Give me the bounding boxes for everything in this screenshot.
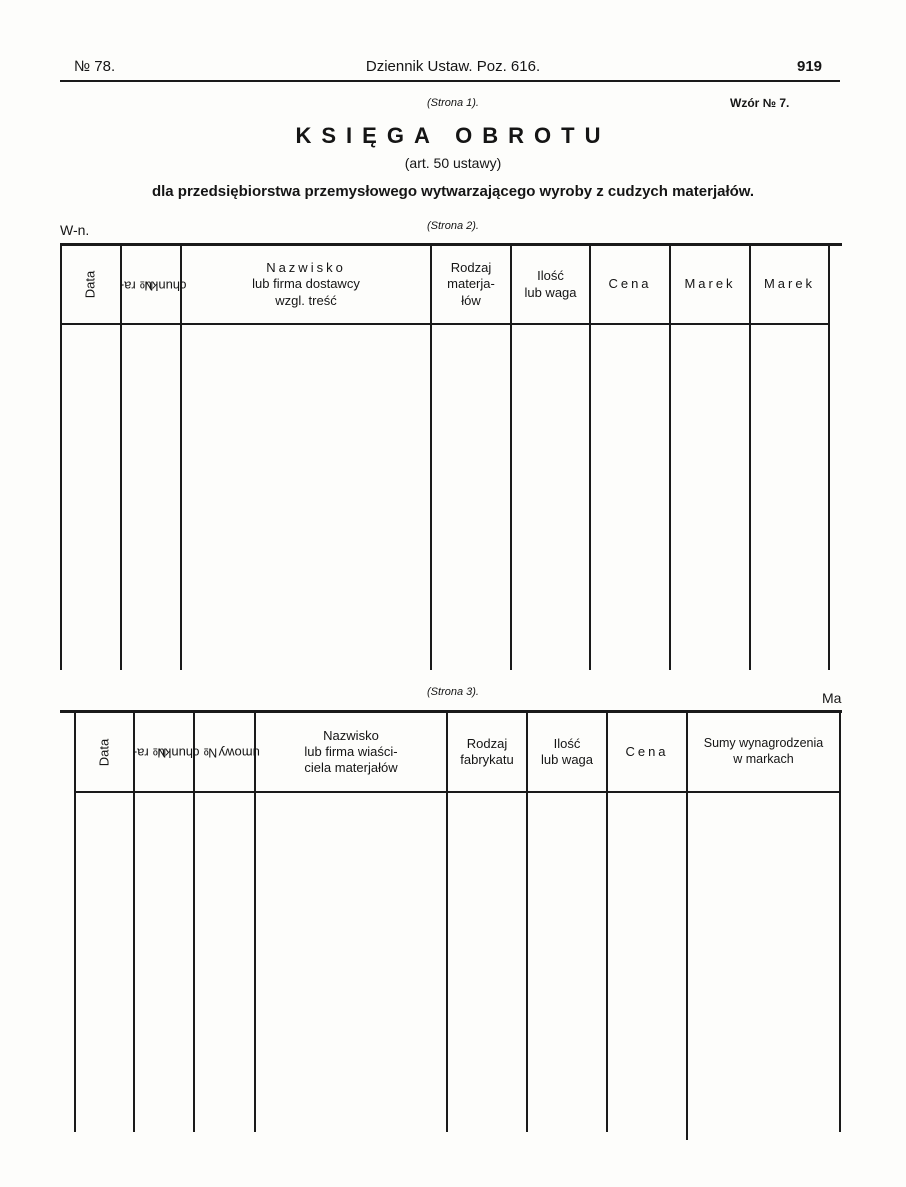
- page-label-strona-1: (Strona 1).: [427, 97, 479, 109]
- col-header-nr-rachunku: № ra- chunku: [119, 277, 187, 293]
- document-subtitle: (art. 50 ustawy): [404, 155, 502, 171]
- col-header-ilosc: Ilość lub waga: [524, 268, 577, 300]
- col-header-ilosc: Ilość lub waga: [540, 735, 594, 767]
- journal-title: Dziennik Ustaw. Poz. 616.: [365, 58, 541, 75]
- col-header-cena: Cena: [608, 276, 652, 292]
- table1-header-rule: [60, 323, 830, 325]
- document-description: dla przedsiębiorstwa przemysłowego wytwarzającego wyroby z cudzych materjałów.: [151, 183, 755, 200]
- col-header-nr-rachunku: № ra- chunku: [132, 745, 200, 761]
- col-header-marek: Marek: [763, 276, 816, 292]
- credit-label: Ma: [822, 690, 842, 706]
- table2-header-rule: [74, 791, 840, 793]
- page-label-strona-2: (Strona 2).: [427, 220, 479, 232]
- table1-col-border: [828, 245, 830, 670]
- col-header-nr-umowy: № umowy: [203, 745, 260, 761]
- page-label-strona-3: (Strona 3).: [427, 686, 479, 698]
- col-header-data: Data: [82, 270, 98, 299]
- header-rule: [60, 80, 840, 82]
- col-header-cena: Cena: [625, 743, 669, 759]
- col-header-rodzaj: Rodzaj fabrykatu: [460, 735, 514, 767]
- table2-col-border: [839, 712, 841, 1132]
- col-header-sumy: Sumy wynagrodzenia w markach: [703, 736, 824, 766]
- col-header-nazwisko: Nazwisko lub firma wiaści- ciela materjałów: [304, 727, 398, 776]
- document-title: KSIĘGA OBROTU: [295, 123, 611, 148]
- col-header-rodzaj: Rodzaj materja- łów: [447, 260, 495, 308]
- col-header-nazwisko: Nazwisko lub firma dostawcy wzgl. treść: [252, 260, 360, 308]
- form-number: Wzór № 7.: [730, 96, 790, 110]
- col-header-marek: Marek: [684, 276, 736, 292]
- debit-label: W-n.: [60, 222, 90, 238]
- page-number: 919: [797, 58, 823, 75]
- col-header-data: Data: [96, 738, 112, 766]
- issue-number: № 78.: [74, 58, 116, 75]
